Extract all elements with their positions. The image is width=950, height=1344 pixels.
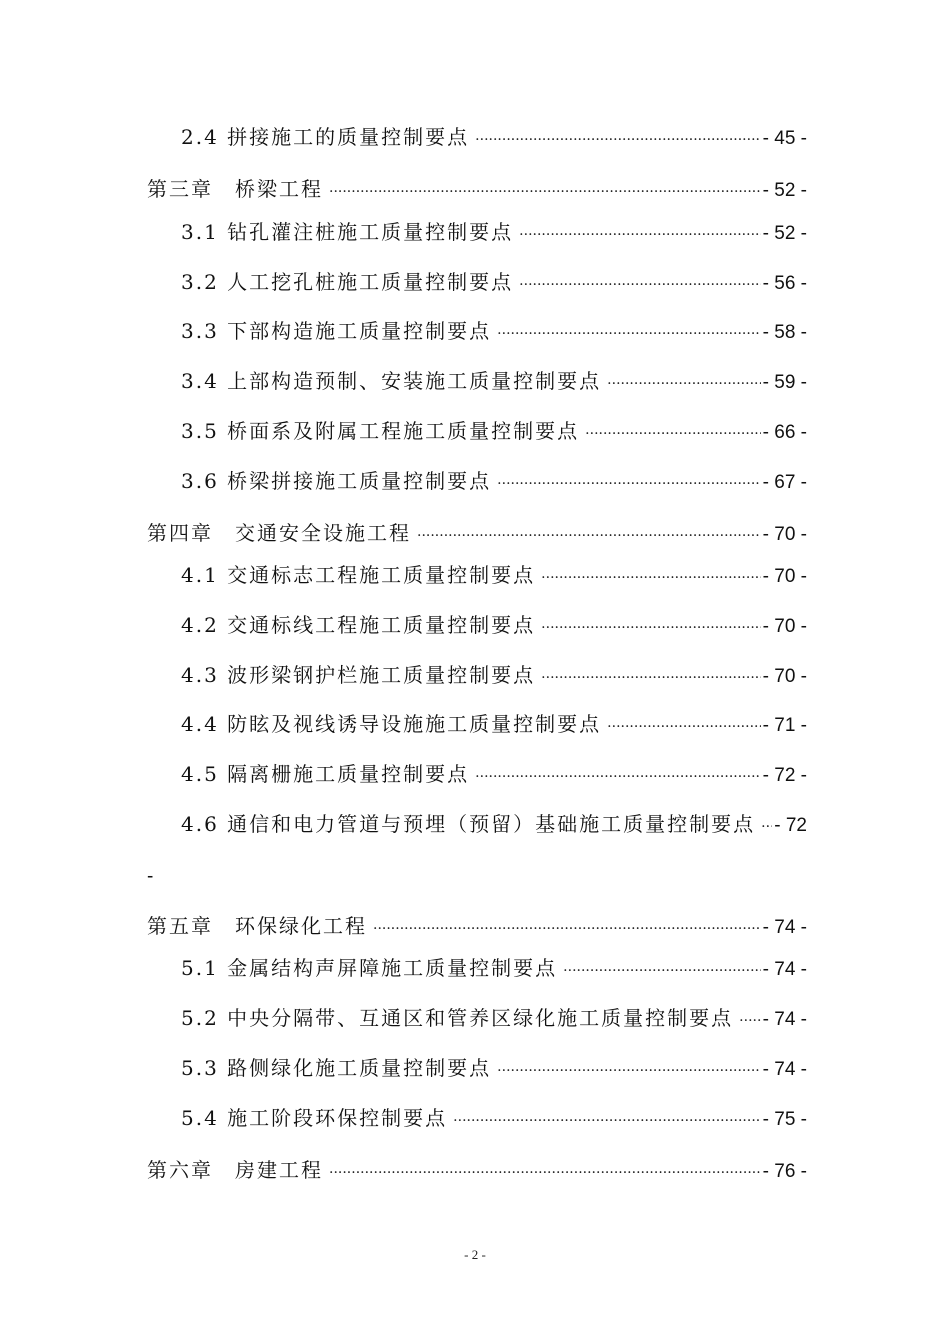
toc-entry-label: 5.1 金属结构声屏障施工质量控制要点	[181, 956, 558, 980]
toc-entry-label: 3.6 桥梁拼接施工质量控制要点	[181, 469, 492, 493]
toc-entry-label: 4.2 交通标线工程施工质量控制要点	[181, 613, 536, 637]
toc-dot-leader	[519, 272, 760, 298]
toc-dot-leader	[607, 371, 760, 397]
toc-page-number: - 58 -	[762, 322, 807, 343]
toc-page-number: - 66 -	[762, 422, 807, 443]
toc-entry-4-5[interactable]	[181, 761, 807, 790]
toc-page-number: - 74 -	[762, 959, 807, 980]
toc-dot-leader	[373, 916, 761, 942]
toc-entry-4-6[interactable]	[181, 811, 807, 840]
toc-entry-label: 4.3 波形梁钢护栏施工质量控制要点	[181, 663, 536, 687]
toc-page-number: - 67 -	[762, 472, 807, 493]
toc-entry-2-4[interactable]	[181, 124, 807, 153]
toc-entry-3-1[interactable]	[181, 219, 807, 248]
toc-entry-3-5[interactable]	[181, 418, 807, 447]
toc-page-number: - 75 -	[762, 1109, 807, 1130]
toc-entry-3-4[interactable]	[181, 368, 807, 397]
toc-wrapped-page-fragment: -	[147, 866, 154, 887]
toc-entry-5-1[interactable]	[181, 955, 807, 984]
toc-entry-label: 5.3 路侧绿化施工质量控制要点	[181, 1056, 492, 1080]
toc-entry-label: 3.4 上部构造预制、安装施工质量控制要点	[181, 369, 602, 393]
toc-dot-leader	[329, 1160, 761, 1186]
toc-page-number: - 70 -	[762, 524, 807, 545]
toc-dot-leader	[497, 471, 760, 497]
toc-dot-leader	[739, 1008, 760, 1034]
toc-page-number: - 76 -	[762, 1161, 807, 1182]
toc-dot-leader	[607, 714, 760, 740]
toc-entry-chapter-6[interactable]	[147, 1157, 807, 1186]
toc-entry-label: 4.6 通信和电力管道与预埋（预留）基础施工质量控制要点	[181, 812, 756, 836]
toc-entry-label: 3.5 桥面系及附属工程施工质量控制要点	[181, 419, 580, 443]
toc-page-number: - 52 -	[762, 180, 807, 201]
toc-dot-leader	[761, 814, 772, 840]
toc-entry-label: 5.2 中央分隔带、互通区和管养区绿化施工质量控制要点	[181, 1006, 734, 1030]
toc-entry-label: 3.1 钻孔灌注桩施工质量控制要点	[181, 220, 514, 244]
toc-entry-label: 5.4 施工阶段环保控制要点	[181, 1106, 448, 1130]
toc-entry-label: 第四章 交通安全设施工程	[147, 521, 411, 545]
toc-entry-4-2[interactable]	[181, 612, 807, 641]
toc-dot-leader	[417, 523, 761, 549]
toc-entry-5-3[interactable]	[181, 1055, 807, 1084]
toc-page-number: - 72	[774, 815, 807, 836]
toc-entry-label: 4.4 防眩及视线诱导设施施工质量控制要点	[181, 712, 602, 736]
toc-entry-3-3[interactable]	[181, 318, 807, 347]
toc-dot-leader	[475, 764, 760, 790]
toc-page-number: - 56 -	[762, 273, 807, 294]
toc-page-number: - 74 -	[762, 917, 807, 938]
toc-entry-label: 2.4 拼接施工的质量控制要点	[181, 125, 470, 149]
toc-entry-label: 第三章 桥梁工程	[147, 177, 323, 201]
toc-entry-chapter-3[interactable]	[147, 176, 807, 205]
toc-page-number: - 72 -	[762, 765, 807, 786]
toc-entry-3-2[interactable]	[181, 269, 807, 298]
toc-dot-leader	[585, 421, 760, 447]
toc-entry-5-4[interactable]	[181, 1105, 807, 1134]
toc-dot-leader	[497, 1058, 760, 1084]
toc-entry-label: 3.3 下部构造施工质量控制要点	[181, 319, 492, 343]
toc-page-number: - 74 -	[762, 1059, 807, 1080]
toc-dot-leader	[563, 958, 760, 984]
toc-dot-leader	[497, 321, 760, 347]
toc-entry-chapter-4[interactable]	[147, 520, 807, 549]
toc-dot-leader	[329, 179, 761, 205]
toc-page-number: - 45 -	[762, 128, 807, 149]
page-footer-number: - 2 -	[464, 1247, 486, 1262]
toc-entry-label: 4.5 隔离栅施工质量控制要点	[181, 762, 470, 786]
toc-page-number: - 74 -	[762, 1009, 807, 1030]
toc-dot-leader	[475, 127, 760, 153]
toc-entry-4-3[interactable]	[181, 662, 807, 691]
toc-entry-4-1[interactable]	[181, 562, 807, 591]
toc-page-number: - 71 -	[762, 715, 807, 736]
toc-page-number: - 52 -	[762, 223, 807, 244]
toc-entry-5-2[interactable]	[181, 1005, 807, 1034]
toc-page-number: - 59 -	[762, 372, 807, 393]
toc-entry-chapter-5[interactable]	[147, 913, 807, 942]
toc-dot-leader	[453, 1108, 760, 1134]
toc-entry-4-4[interactable]	[181, 711, 807, 740]
toc-dot-leader	[541, 665, 760, 691]
toc-page-number: - 70 -	[762, 566, 807, 587]
toc-page-number: - 70 -	[762, 616, 807, 637]
toc-dot-leader	[541, 565, 760, 591]
toc-page-number: - 70 -	[762, 666, 807, 687]
toc-dot-leader	[541, 615, 760, 641]
toc-entry-label: 3.2 人工挖孔桩施工质量控制要点	[181, 270, 514, 294]
toc-entry-label: 第五章 环保绿化工程	[147, 914, 367, 938]
toc-entry-3-6[interactable]	[181, 468, 807, 497]
toc-dot-leader	[519, 222, 760, 248]
toc-entry-label: 4.1 交通标志工程施工质量控制要点	[181, 563, 536, 587]
toc-entry-label: 第六章 房建工程	[147, 1158, 323, 1182]
